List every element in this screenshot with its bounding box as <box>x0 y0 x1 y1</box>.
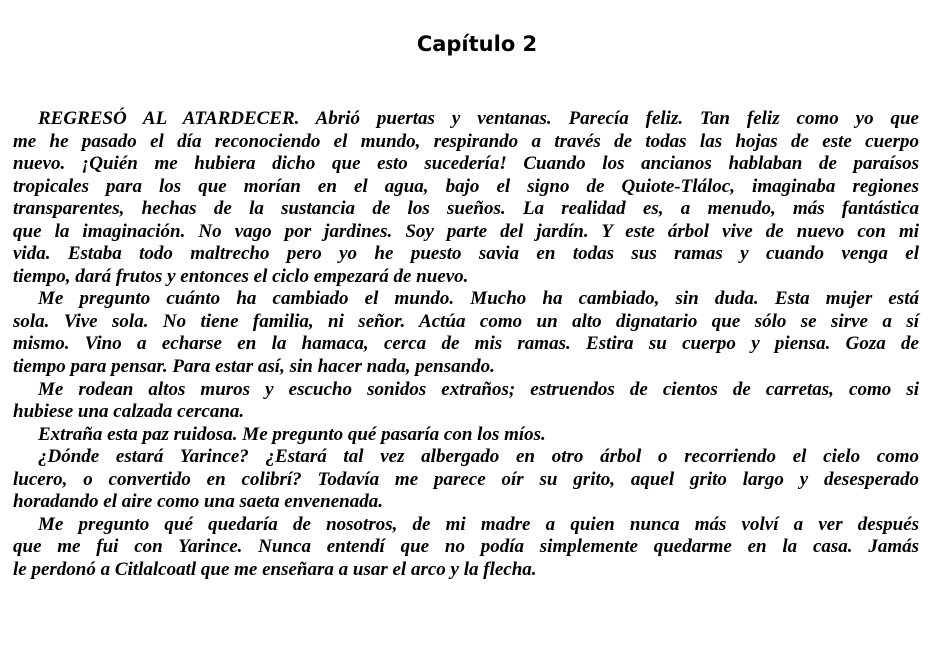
text-line: ¿Dónde estará Yarince? ¿Estará tal vez albergado en otro árbol o recorriendo el cielo como <box>38 446 919 468</box>
text-line: horadando el aire como una saeta envenenada. <box>13 491 383 513</box>
paragraph <box>13 108 919 288</box>
text-line: le perdonó a Citlalcoatl que me enseñara a usar el arco y la flecha. <box>13 558 537 580</box>
paragraph <box>13 288 919 378</box>
text-line: transparentes, hechas de la sustancia de los sueños. La realidad es, a menudo, más fantástica <box>13 198 919 220</box>
paragraph <box>13 514 919 582</box>
text-line: Me pregunto qué quedaría de nosotros, de mi madre a quien nunca más volví a ver después <box>38 513 919 535</box>
text-line: tropicales para los que morían en el agua, bajo el signo de Quiote-Tláloc, imaginaba regiones <box>13 175 919 197</box>
text-line: tiempo, dará frutos y entonces el ciclo empezará de nuevo. <box>13 265 469 287</box>
text-line: Me pregunto cuánto ha cambiado el mundo. Mucho ha cambiado, sin duda. Esta mujer está <box>38 288 919 310</box>
text-line: me he pasado el día reconociendo el mundo, respirando a través de todas las hojas de este cuerpo <box>13 130 919 152</box>
text-line: sola. Vive sola. No tiene familia, ni señor. Actúa como un alto dignatario que sólo se sirve a sí <box>13 310 919 332</box>
text-line: lucero, o convertido en colibrí? Todavía me parece oír su grito, aquel grito largo y desesperado <box>13 468 919 490</box>
text-line: Extraña esta paz ruidosa. Me pregunto qué pasaría con los míos. <box>38 423 546 445</box>
chapter-title: Capítulo 2 <box>416 32 538 56</box>
text-line: Me rodean altos muros y escucho sonidos extraños; estruendos de cientos de carretas, como si <box>38 378 919 400</box>
text-line: mismo. Vino a echarse en la hamaca, cerca de mis ramas. Estira su cuerpo y piensa. Goza de <box>13 333 919 355</box>
text-line: vida. Estaba todo maltrecho pero yo he puesto savia en todas sus ramas y cuando venga el <box>13 243 919 265</box>
paragraph <box>13 379 919 424</box>
text-line: que la imaginación. No vago por jardines. Soy parte del jardín. Y este árbol vive de nuevo con mi <box>13 220 919 242</box>
chapter-body <box>13 108 919 581</box>
text-line: tiempo para pensar. Para estar así, sin hacer nada, pensando. <box>13 356 495 378</box>
text-line: nuevo. ¡Quién me hubiera dicho que esto sucedería! Cuando los ancianos hablaban de paraísos <box>13 153 919 175</box>
text-line: REGRESÓ AL ATARDECER. Abrió puertas y ventanas. Parecía feliz. Tan feliz como yo que <box>38 108 919 129</box>
text-line: que me fui con Yarince. Nunca entendí que no podía simplemente quedarme en la casa. Jamás <box>13 536 919 558</box>
text-line: hubiese una calzada cercana. <box>13 401 245 423</box>
paragraph <box>13 446 919 514</box>
paragraph <box>13 424 919 447</box>
